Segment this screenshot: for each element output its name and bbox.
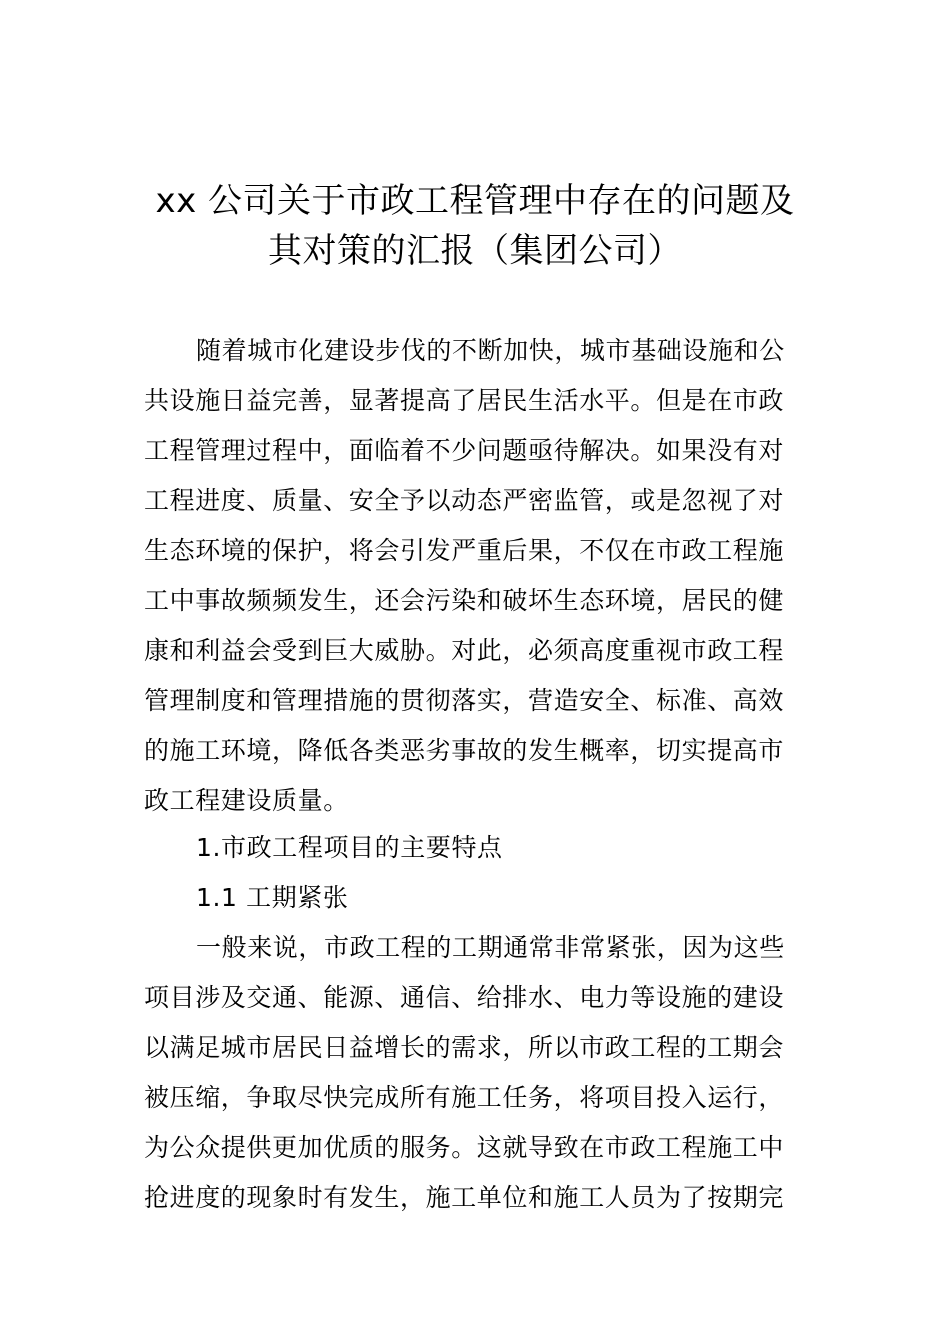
- intro-line-9: 的施工环境，降低各类恶劣事故的发生概率，切实提高市: [144, 736, 785, 765]
- title-line-2: 其对策的汇报（集团公司）: [268, 231, 682, 271]
- intro-line-3: 工程管理过程中，面临着不少问题亟待解决。如果没有对: [144, 436, 785, 465]
- intro-line-10: 政工程建设质量。: [144, 786, 349, 815]
- section-1-1-line-6: 抢进度的现象时有发生，施工单位和施工人员为了按期完: [144, 1183, 785, 1212]
- intro-line-1: 随着城市化建设步伐的不断加快，城市基础设施和公: [196, 336, 785, 365]
- intro-paragraph: [144, 326, 812, 826]
- intro-line-2: 共设施日益完善，显著提高了居民生活水平。但是在市政: [144, 386, 785, 415]
- intro-line-7: 康和利益会受到巨大威胁。对此，必须高度重视市政工程: [144, 636, 785, 665]
- intro-line-6: 工中事故频频发生，还会污染和破坏生态环境，居民的健: [144, 586, 785, 615]
- section-1-1-line-1: 一般来说，市政工程的工期通常非常紧张，因为这些: [196, 933, 785, 962]
- section-1-1-line-4: 被压缩，争取尽快完成所有施工任务，将项目投入运行，: [144, 1083, 785, 1112]
- intro-line-5: 生态环境的保护，将会引发严重后果，不仅在市政工程施: [144, 536, 785, 565]
- intro-line-4: 工程进度、质量、安全予以动态严密监管，或是忽视了对: [144, 486, 785, 515]
- section-1-1-heading: 1.1 工期紧张: [196, 883, 349, 912]
- section-1-1-paragraph: [144, 923, 812, 1223]
- section-1-1-line-2: 项目涉及交通、能源、通信、给排水、电力等设施的建设: [144, 983, 785, 1012]
- intro-line-8: 管理制度和管理措施的贯彻落实，营造安全、标准、高效: [144, 686, 785, 715]
- section-1-1-line-3: 以满足城市居民日益增长的需求，所以市政工程的工期会: [144, 1033, 785, 1062]
- section-1-1-line-5: 为公众提供更加优质的服务。这就导致在市政工程施工中: [144, 1133, 785, 1162]
- title-line-1: xx 公司关于市政工程管理中存在的问题及: [155, 181, 795, 221]
- section-1-heading: 1.市政工程项目的主要特点: [196, 833, 503, 862]
- document-title: [110, 176, 840, 276]
